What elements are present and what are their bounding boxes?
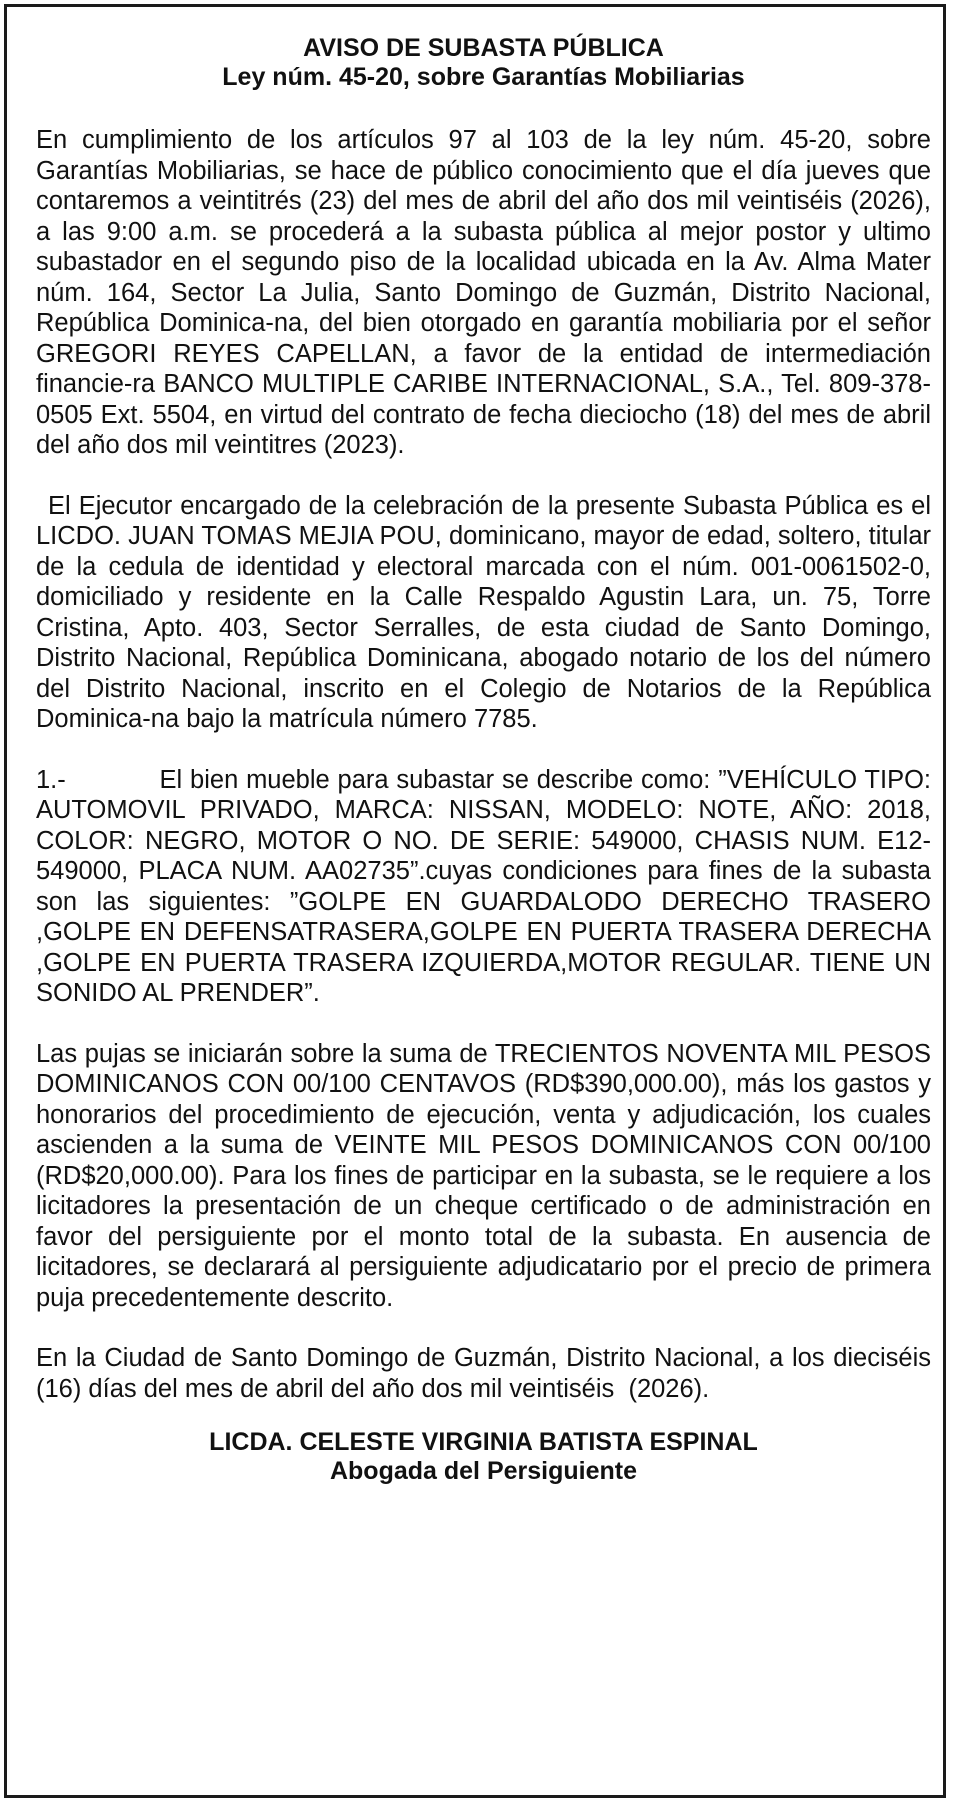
signature-role: Abogada del Persiguiente: [329, 1457, 637, 1485]
signature-block: [36, 1428, 931, 1486]
notice-frame: [4, 4, 946, 1798]
paragraph-executor: El Ejecutor encargado de la celebración de la presente Subasta Pública es el LICDO. JUAN TOMAS MEJIA POU, dominicano, mayor de edad, soltero, titular de la cedula de identidad y electoral marcada con el núm. 001-0061502-0, domiciliado y residente en la Calle Respaldo Agustin Lara, un. 75, Torre Cristina, Apto. 403, Sector Serralles, de esta ciudad de Santo Domingo, Distrito Nacional, República Dominicana, abogado notario de los del número del Distrito Nacional, inscrito en el Colegio de Notarios de la República Dominica-na bajo la matrícula número 7785.: [36, 491, 931, 733]
paragraph-vehicle-description: 1.- El bien mueble para subastar se describe como: ”VEHÍCULO TIPO: AUTOMOVIL PRIVADO, MARCA: NISSAN, MODELO: NOTE, AÑO: 2018, COLOR: NEGRO, MOTOR O NO. DE SERIE: 549000, CHASIS NUM. E12-549000, PLACA NUM. AA02735”.cuyas condiciones para fines de la subasta son las siguientes: ”GOLPE EN GUARDALODO DERECHO TRASERO ,GOLPE EN DEFENSATRASERA,GOLPE EN PUERTA TRASERA DERECHA ,GOLPE EN PUERTA TRASERA IZQUIERDA,MOTOR REGULAR. TIENE UN SONIDO AL PRENDER”.: [36, 765, 939, 1007]
title-line-1: AVISO DE SUBASTA PÚBLICA: [303, 34, 664, 62]
paragraph-place-date: En la Ciudad de Santo Domingo de Guzmán, Distrito Nacional, a los dieciséis (16) días del mes de abril del año dos mil veintiséis (2026).: [36, 1344, 946, 1403]
signature-name: LICDA. CELESTE VIRGINIA BATISTA ESPINAL: [209, 1428, 758, 1456]
title-line-2: Ley núm. 45-20, sobre Garantías Mobiliarias: [222, 63, 745, 91]
paragraph-bidding-terms: Las pujas se iniciarán sobre la suma de TRECIENTOS NOVENTA MIL PESOS DOMINICANOS CON 00/100 CENTAVOS (RD$390,000.00), más los gastos y honorarios del procedimiento de ejecución, venta y adjudicación, los cuales ascienden a la suma de VEINTE MIL PESOS DOMINICANOS CON 00/100 (RD$20,000.00). Para los fines de participar en la subasta, se le requiere a los licitadores la presentación de un cheque certificado o de administración en favor del persiguiente por el monto total de la subasta. En ausencia de licitadores, se declarará al persiguiente adjudicatario por el precio de primera puja precedentemente descrito.: [36, 1039, 931, 1312]
paragraph-auction-announcement: En cumplimiento de los artículos 97 al 103 de la ley núm. 45-20, sobre Garantías Mobiliarias, se hace de público conocimiento que el día jueves que contaremos a veintitrés (23) del mes de abril del año dos mil veintiséis (2026), a las 9:00 a.m. se procederá a la subasta pública al mejor postor y ultimo subastador en el segundo piso de la localidad ubicada en la Av. Alma Mater núm. 164, Sector La Julia, Santo Domingo de Guzmán, Distrito Nacional, República Dominica-na, del bien otorgado en garantía mobiliaria por el señor GREGORI REYES CAPELLAN, a favor de la entidad de intermediación financie-ra BANCO MULTIPLE CARIBE INTERNACIONAL, S.A., Tel. 809-378-0505 Ext. 5504, en virtud del contrato de fecha dieciocho (18) del mes de abril del año dos mil veintitres (2023).: [36, 126, 931, 459]
notice-content: [36, 34, 946, 1486]
notice-title: [36, 34, 931, 92]
